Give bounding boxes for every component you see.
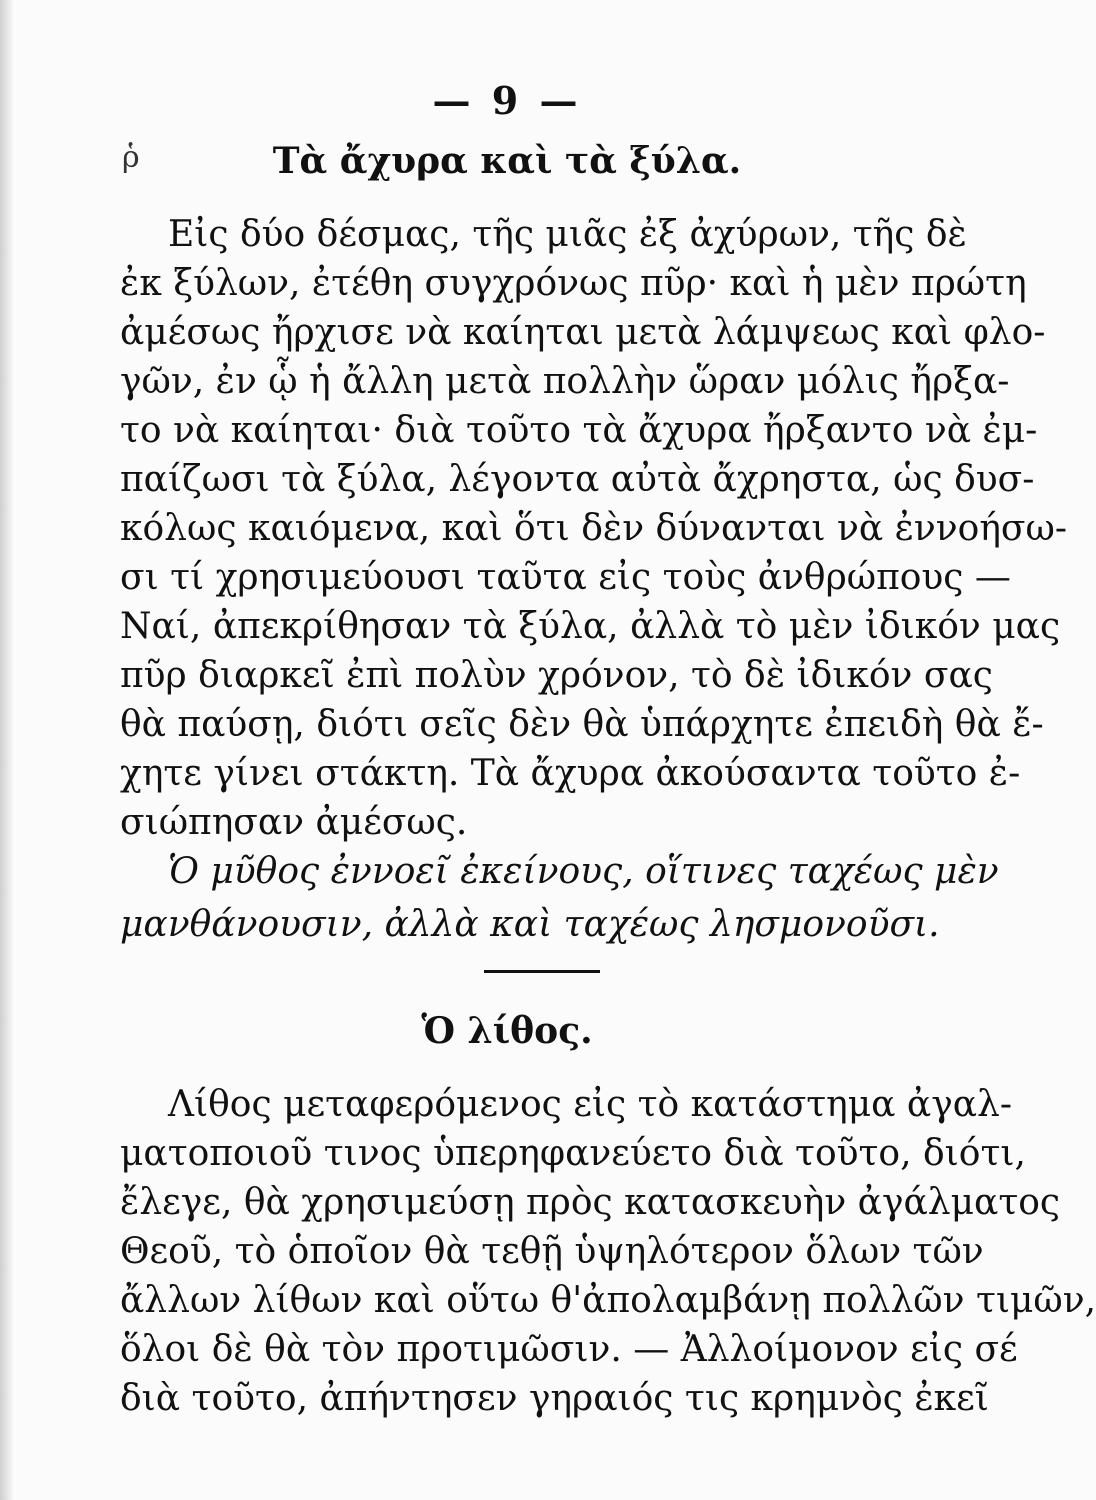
text-line: ματοποιοῦ τινος ὑπερηφανεύετο διὰ τοῦτο, διότι,	[120, 1133, 1026, 1174]
fable-title-straw-and-wood: Τὰ ἄχυρα καὶ τὰ ξύλα.	[272, 140, 742, 182]
text-line: ἐκ ξύλων, ἐτέθη συγχρόνως πῦρ· καὶ ἡ μὲν πρώτη	[120, 263, 1027, 304]
page-number: — 9 —	[432, 78, 582, 123]
moral-line: μανθάνουσιν, ἀλλὰ καὶ ταχέως λησμονοῦσι.	[120, 904, 940, 945]
text-line: κόλως καιόμενα, καὶ ὅτι δὲν δύνανται νὰ ἐννοήσω-	[120, 508, 1068, 549]
text-line: πῦρ διαρκεῖ ἐπὶ πολὺν χρόνον, τὸ δὲ ἰδικόν σας	[120, 655, 993, 696]
corner-mark: ῥ	[122, 140, 140, 175]
page-edge-shadow	[0, 0, 14, 1500]
text-line: Ναί, ἀπεκρίθησαν τὰ ξύλα, ἀλλὰ τὸ μὲν ἰδικόν μας	[120, 606, 1061, 647]
text-line: θὰ παύσῃ, διότι σεῖς δὲν θὰ ὑπάρχητε ἐπειδὴ θὰ ἔ-	[120, 704, 1044, 745]
text-line: ἔλεγε, θὰ χρησιμεύσῃ πρὸς κατασκευὴν ἀγάλματος	[120, 1182, 1061, 1223]
moral-line: Ὁ μῦθος ἐννοεῖ ἐκείνους, οἵτινες ταχέως μὲν	[168, 851, 999, 892]
text-line: ὅλοι δὲ θὰ τὸν προτιμῶσιν. — Ἀλλοίμονον εἰς σέ	[120, 1329, 1018, 1370]
text-line: διὰ τοῦτο, ἀπήντησεν γηραιός τις κρημνὸς ἐκεῖ	[120, 1378, 989, 1419]
text-line: το νὰ καίηται· διὰ τοῦτο τὰ ἄχυρα ἤρξαντο νὰ ἐμ-	[120, 410, 1038, 451]
fable-body-stone	[120, 1080, 1096, 1423]
text-line: παίζωσι τὰ ξύλα, λέγοντα αὐτὰ ἄχρηστα, ὡς δυσ-	[120, 459, 1035, 500]
text-line: Λίθος μεταφερόμενος εἰς τὸ κατάστημα ἀγαλ-	[168, 1084, 1013, 1125]
text-line: ἀμέσως ἤρχισε νὰ καίηται μετὰ λάμψεως καὶ φλο-	[120, 312, 1046, 353]
fable-moral-straw-and-wood	[120, 845, 999, 951]
text-line: ἄλλων λίθων καὶ οὕτω θ'ἀπολαμβάνῃ πολλῶν τιμῶν,	[120, 1280, 1096, 1321]
text-line: σιώπησαν ἀμέσως.	[120, 802, 468, 843]
fable-title-stone: Ὁ λίθος.	[421, 1010, 593, 1052]
section-divider	[484, 970, 600, 973]
text-line: Θεοῦ, τὸ ὁποῖον θὰ τεθῇ ὑψηλότερον ὅλων τῶν	[120, 1231, 984, 1272]
text-line: γῶν, ἐν ᾧ ἡ ἄλλη μετὰ πολλὴν ὥραν μόλις ἤρξα-	[120, 361, 1010, 402]
text-line: σι τί χρησιμεύουσι ταῦτα εἰς τοὺς ἀνθρώπους —	[120, 557, 1011, 598]
fable-body-straw-and-wood	[120, 210, 1068, 847]
text-line: χητε γίνει στάκτη. Τὰ ἄχυρα ἀκούσαντα τοῦτο ἐ-	[120, 753, 1021, 794]
text-line: Εἰς δύο δέσμας, τῆς μιᾶς ἐξ ἀχύρων, τῆς δὲ	[168, 214, 967, 255]
